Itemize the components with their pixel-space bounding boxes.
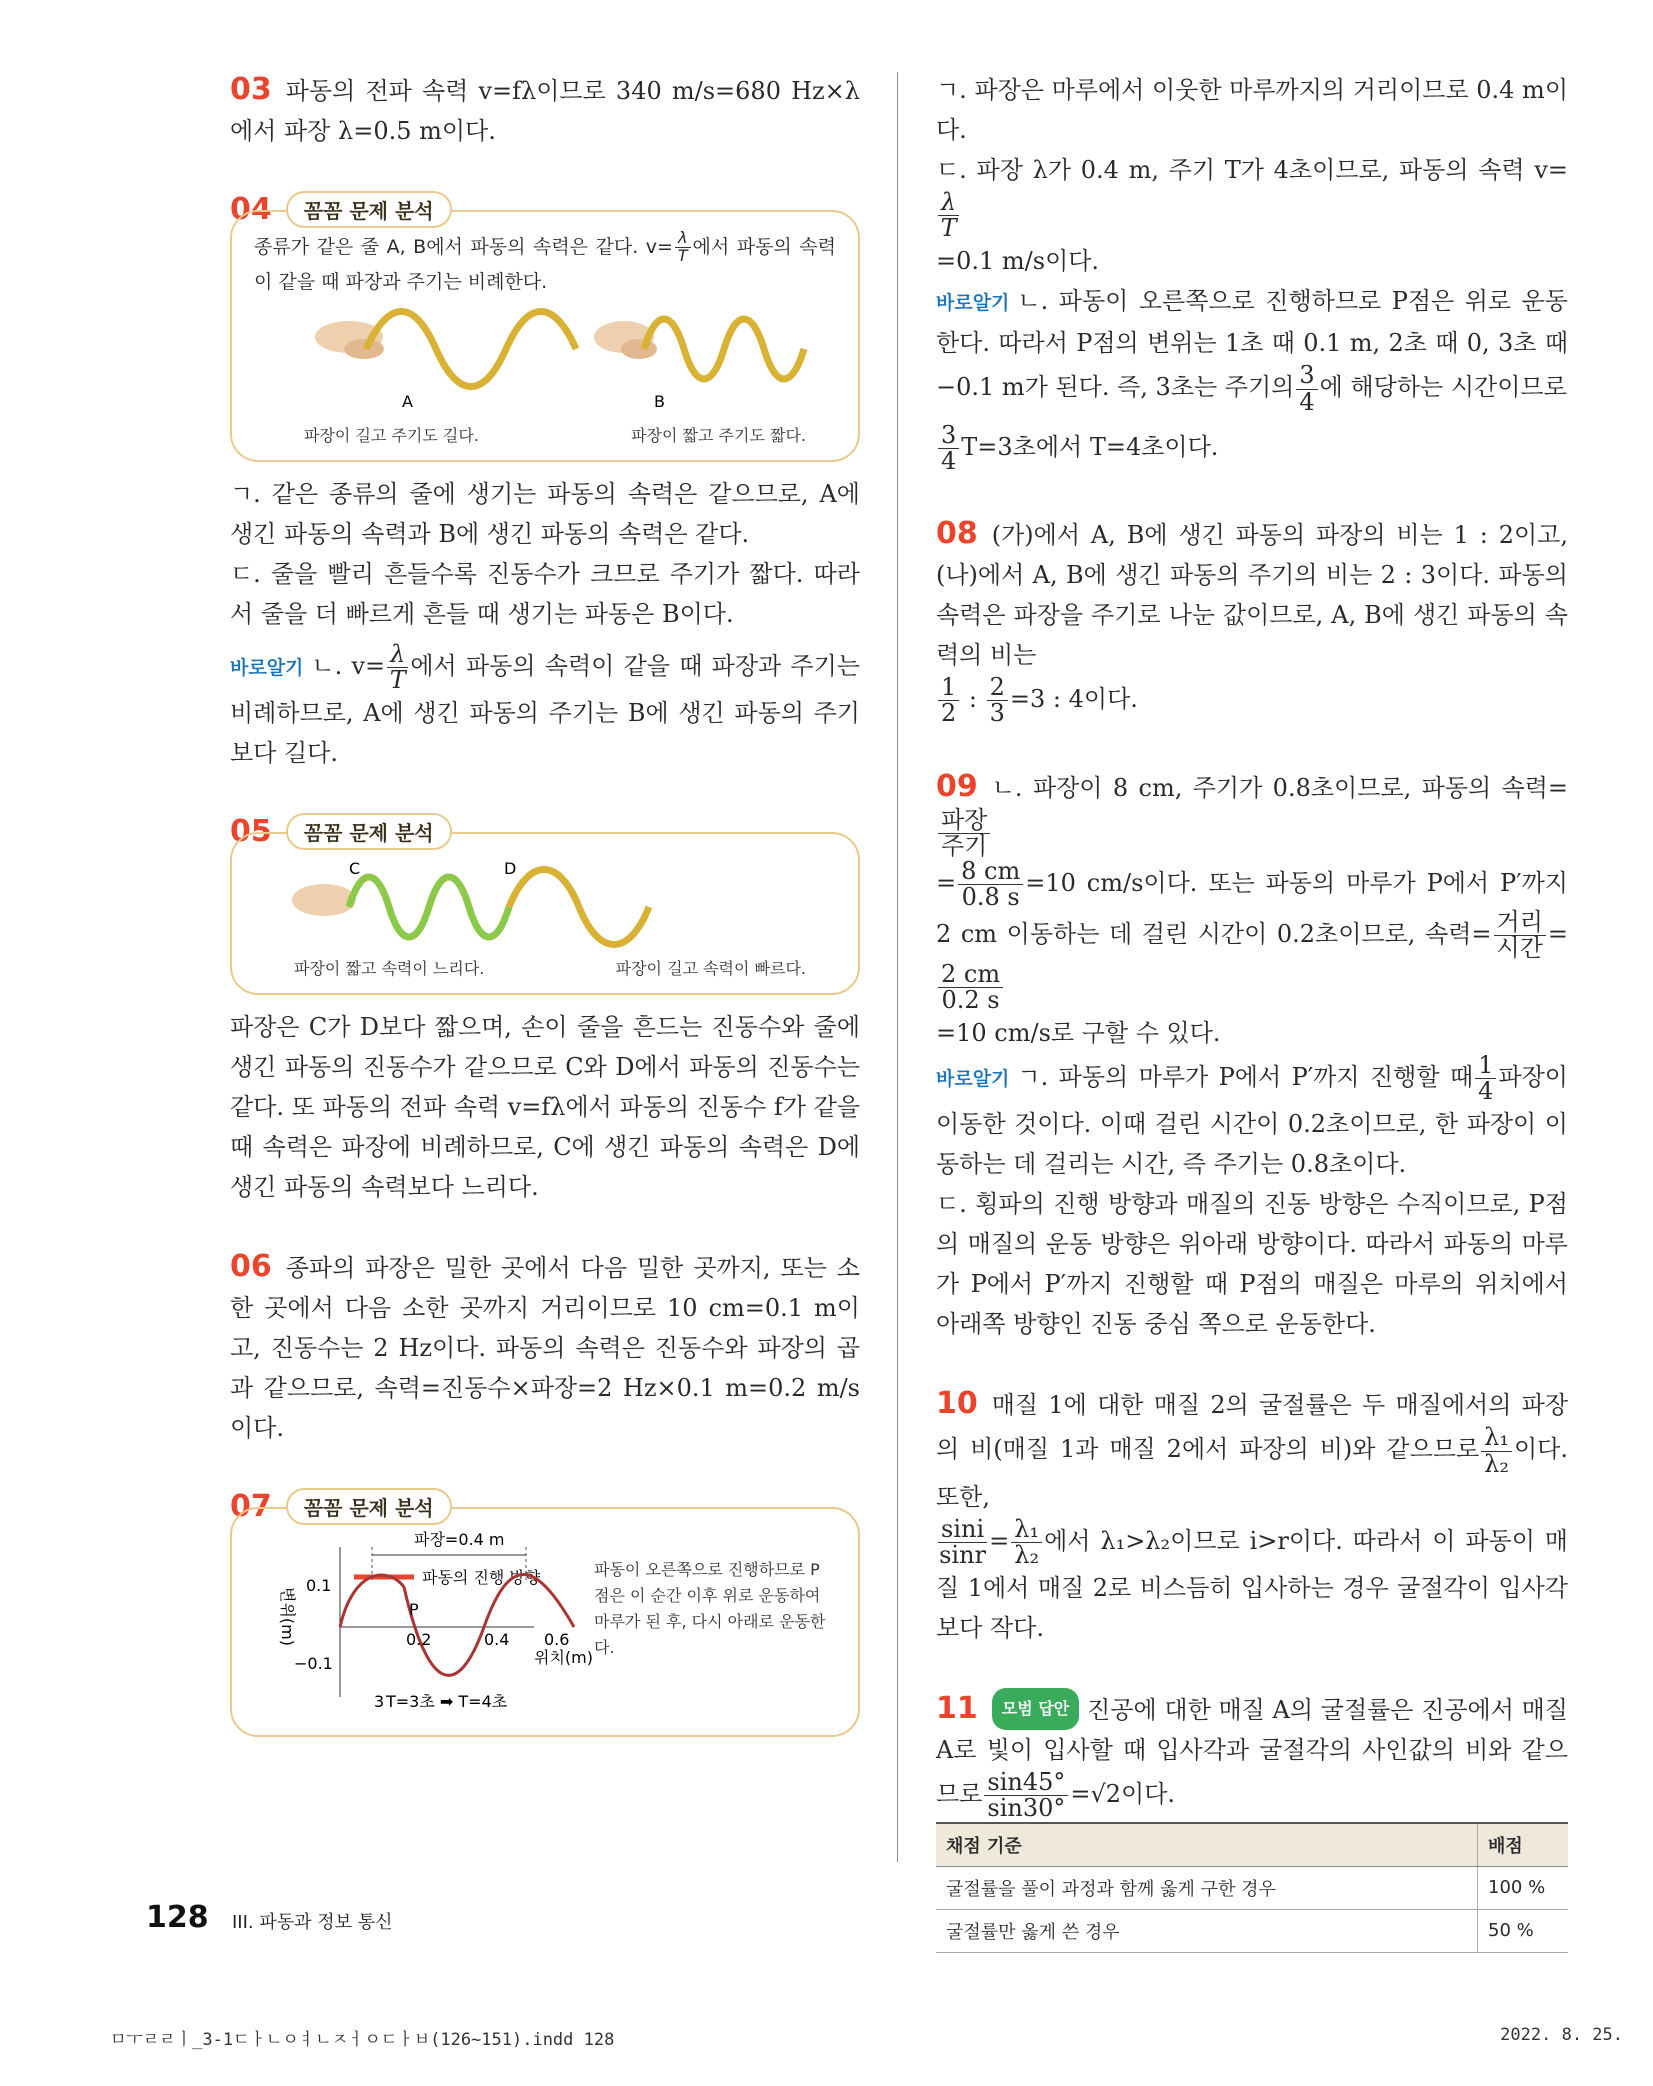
wave-graph: 변위(m) 파장=0.4 m 파동의 진행 방향 0.1 −0.1 0.2 0.4 0.6 위치(m) P 파동이 오른쪽으로 진행하므로 P점은 이 순간 이후 위로 운동하여 마루가 된 후, 다시 아래로 운동한다. 3 T=3초 ➡ T=4초 bbox=[278, 1530, 826, 1712]
rope-b bbox=[644, 319, 804, 379]
column-divider bbox=[897, 72, 898, 1862]
hand-c-icon bbox=[292, 884, 356, 916]
svg-text:3: 3 bbox=[374, 1692, 385, 1712]
caption-a: 파장이 길고 주기도 길다. bbox=[304, 425, 479, 445]
label-a: A bbox=[402, 391, 413, 411]
table-row: 굴절률을 풀이 과정과 함께 옳게 구한 경우 100 % bbox=[936, 1866, 1568, 1909]
rope-illustration-cd bbox=[254, 852, 834, 952]
analysis-box: C D 파장이 짧고 속력이 느리다. 파장이 길고 속력이 빠르다. bbox=[230, 832, 860, 995]
svg-text:0.4: 0.4 bbox=[484, 1630, 510, 1650]
scoring-table: 채점 기준 배점 굴절률을 풀이 과정과 함께 옳게 구한 경우 100 % 굴절률만 옳게 쓴 경우 50 % bbox=[936, 1822, 1568, 1953]
analysis-badge: 꼼꼼 문제 분석 bbox=[286, 1488, 452, 1525]
page-number: 128 bbox=[146, 1900, 209, 1935]
rope-a bbox=[366, 311, 576, 386]
svg-text:0.1: 0.1 bbox=[306, 1576, 332, 1596]
svg-text:C: C bbox=[349, 859, 361, 879]
analysis-box: 종류가 같은 줄 A, B에서 파동의 속력은 같다. v= $\frac{\lambda}{T}$ 에서 파동의 속력이 같을 때 파장과 주기는 비례한다. A B 파장이 길고 주기도 길다. 파장이 짧고 주기도 짧다. bbox=[230, 210, 860, 462]
q08: 08 (가)에서 A, B에 생긴 파동의 파장의 비는 1 : 2이고, (나)에서 A, B에 생긴 파동의 주기의 비는 2 : 3이다. 파동의 속력은 파장을 주기로 나눈 값이므로, A, B에 생긴 파동의 속력의 비는 bbox=[936, 516, 1568, 670]
rope-c bbox=[349, 877, 509, 937]
svg-text:파장=0.4 m: 파장=0.4 m bbox=[414, 1530, 505, 1550]
q04: 04 꼼꼼 문제 분석 종류가 같은 줄 A, B에서 파동의 속력은 같다. v= $\frac{\lambda}{T}$ 에서 파동의 속력이 같을 때 파장과 주기는 비례한다. A B 파장이 길고 주기도 길다. 파장이 짧고 주기도 짧다. ㄱ. 같은 종류의 줄에 생기는 파동의 속력은 같으므로, A에 생긴 파동의 속력과 B에 생긴 파동의 속력은 같다. ㄷ. 줄을 빨리 흔들수록 진동수가 크므로 주기가 짧다. 따라서 줄을 더 빠르게 흔들 때 생기는 파동은 B이다. 바로알기 ㄴ. v= $\frac{\lambda}{T}$ 에서 파동의 속력이 같을 때 파장과 주기는 비례하므로, A에 생긴 파동의 주기는 B에 생긴 파동의 주기보다 길다. bbox=[230, 192, 860, 768]
q10: 10 매질 1에 대한 매질 2의 굴절률은 두 매질에서의 파장의 비(매질 1과 매질 2에서 파장의 비)와 같으므로 $\frac{\text{λ₁}}{\text{λ₂}}$ 이다. 또한, $\frac{\sin i}{\sin r}$ = $\frac{\text{λ₁}}{\text{λ₂}}$ 에서 λ₁>λ₂이므로 i>r이다. 따라서 이 파동이 매질 1에서 매질 2로 비스듬히 입사하는 경우 굴절각이 입사각보다 작다. bbox=[936, 1386, 1568, 1643]
svg-text:P: P bbox=[409, 1600, 419, 1620]
analysis-badge: 꼼꼼 문제 분석 bbox=[286, 813, 452, 850]
q05: 05 꼼꼼 문제 분석 C D 파장이 짧고 속력이 느리다. 파장이 길고 속력이 빠르다. 파장은 C가 D보다 짧으며, 손이 줄을 흔드는 진동수와 줄에 생긴 파동의 진동수가 같으므로 C와 D에서 파동의 진동수는 같다. 또 파동의 전파 속력 v=fλ에서 파동의 진동수 f가 같을 때 속력은 파장에 비례하므로, C에 생긴 파동의 속력은 D에 생긴 파동의 속력보다 느리다. bbox=[230, 814, 860, 1202]
rope-d bbox=[509, 870, 649, 945]
svg-text:파동의 진행 방향: 파동의 진행 방향 bbox=[422, 1568, 541, 1588]
svg-text:변위(m): 변위(m) bbox=[278, 1587, 297, 1647]
q11: 11 모범 답안 진공에 대한 매질 A의 굴절률은 진공에서 매질 A로 빛이 입사할 때 입사각과 굴절각의 사인값의 비와 같으므로 $\frac{\sin 45^\circ}{\sin 30^\circ}$ =√2이다. 채점 기준 배점 굴절률을 풀이 과정과 함께 옳게 구한 경우 100 % 굴절률만 옳게 쓴 경우 50 % bbox=[936, 1688, 1568, 1952]
q07: 07 꼼꼼 문제 분석 변위(m) 파장=0.4 m 파동의 진행 방향 0.1 −0.1 0.2 0.4 0.6 위치(m) P 파동이 오른쪽으로 진행하므로 P점은 이 순간 이후 위로 운동하여 마루가 된 후, 다시 아래로 운동한다. 3 T=3초 ➡ T=4초 bbox=[230, 1488, 860, 1737]
svg-text:−0.1: −0.1 bbox=[294, 1654, 333, 1674]
q06: 06 종파의 파장은 밀한 곳에서 다음 밀한 곳까지, 또는 소한 곳에서 다음 소한 곳까지 거리이므로 10 cm=0.1 m이고, 진동수는 2 Hz이다. 파동의 속력은 진동수와 파장의 곱과 같으므로, 속력=진동수×파장=2 Hz×0.1 m=0.2 m/s이다. bbox=[230, 1249, 860, 1443]
right-column: ㄱ. 파장은 마루에서 이웃한 마루까지의 거리이므로 0.4 m이다. ㄷ. 파장 λ가 0.4 m, 주기 T가 4초이므로, 파동의 속력 v= $\frac{\lambda}{T}$ =0.1 m/s이다. 바로알기 ㄴ. 파동이 오른쪽으로 진행하므로 P점은 위로 운동한다. 따라서 P점의 변위는 1초 때 0.1 m, 2초 때 0, 3초 때 −0.1 m가 된다. 즉, 3초는 주기의 $\frac{3}{4}$ 에 해당하는 시간이므로 $\frac{3}{4}$ T=3초에서 T=4초이다. 08 (가)에서 A, B에 생긴 파동의 파장의 비는 1 : 2이고, (나)에서 A, B에 생긴 파동의 주기의 비는 2 : 3이다. 파동의 속력은 파장을 주기로 나눈 값이므로, A, B에 생긴 파동의 속력의 비는 $\frac{1}{2}$ : $\frac{2}{3}$ =3 : 4이다. 09 ㄴ. 파장이 8 cm, 주기가 0.8초이므로, 파동의 속력= $\frac{\text{파장}}{\text{주기}}$ = $\frac{8 cm}{0.8 s}$ =10 cm/s이다. 또는 파동의 마루가 P에서 P′까지 2 cm 이동하는 데 걸린 시간이 0.2초이므로, 속력= $\frac{\text{거리}}{\text{시간}}$ = $\frac{2 cm}{0.2 s}$ =10 cm/s로 구할 수 있다. 바로알기 ㄱ. 파동의 마루가 P에서 P′까지 진행할 때 $\frac{1}{4}$ 파장이 이동한 것이다. 이때 걸린 시간이 0.2초이므로, 한 파장이 이동하는 데 걸리는 시간, 즉 주기는 0.8초이다. ㄷ. 횡파의 진행 방향과 매질의 진동 방향은 수직이므로, P점의 매질의 운동 방향은 위아래 방향이다. 따라서 파동의 마루가 P에서 P′까지 진행할 때 P점의 매질은 마루의 위치에서 아래쪽 방향인 진동 중심 쪽으로 운동한다. 10 매질 1에 대한 매질 2의 굴절률은 두 매질에서의 파장의 비(매질 1과 매질 2에서 파장의 비)와 같으므로 $\frac{\text{λ₁}}{\text{λ₂}}$ 이다. 또한, $\frac{\sin i}{\sin r}$ = $\frac{\text{λ₁}}{\text{λ₂}}$ 에서 λ₁>λ₂이므로 i>r이다. 따라서 이 파동이 매질 1에서 매질 2로 비스듬히 입사하는 경우 굴절각이 입사각보다 작다. 11 모범 답안 진공에 대한 매질 A의 굴절률은 진공에서 매질 A로 빛이 입사할 때 입사각과 굴절각의 사인값의 비와 같으므로 $\frac{\sin 45^\circ}{\sin 30^\circ}$ =√2이다. 채점 기준 배점 굴절률을 풀이 과정과 함께 옳게 구한 경우 100 % 굴절률만 옳게 쓴 경우 50 % bbox=[936, 70, 1568, 1953]
analysis-box bbox=[230, 1507, 860, 1737]
label-b: B bbox=[654, 391, 665, 411]
svg-text:T=3초 ➡ T=4초: T=3초 ➡ T=4초 bbox=[386, 1692, 508, 1712]
left-column bbox=[230, 70, 860, 1737]
q09: 09 ㄴ. 파장이 8 cm, 주기가 0.8초이므로, 파동의 속력= $\frac{\text{파장}}{\text{주기}}$ = $\frac{8 cm}{0.8 s}$ =10 cm/s이다. 또는 파동의 마루가 P에서 P′까지 2 cm 이동하는 데 걸린 시간이 0.2초이므로, 속력= $\frac{\text{거리}}{\text{시간}}$ = $\frac{2 cm}{0.2 s}$ =10 cm/s로 구할 수 있다. 바로알기 ㄱ. 파동의 마루가 P에서 P′까지 진행할 때 $\frac{1}{4}$ 파장이 이동한 것이다. 이때 걸린 시간이 0.2초이므로, 한 파장이 이동하는 데 걸리는 시간, 즉 주기는 0.8초이다. ㄷ. 횡파의 진행 방향과 매질의 진동 방향은 수직이므로, P점의 매질의 운동 방향은 위아래 방향이다. 따라서 파동의 마루가 P에서 P′까지 진행할 때 P점의 매질은 마루의 위치에서 아래쪽 방향인 진동 중심 쪽으로 운동한다. bbox=[936, 768, 1568, 1339]
svg-text:위치(m): 위치(m) bbox=[534, 1648, 593, 1668]
svg-text:D: D bbox=[504, 859, 517, 879]
table-row: 굴절률만 옳게 쓴 경우 50 % bbox=[936, 1909, 1568, 1952]
file-slug: ㅁㅜㄹㄹㅣ_3-1ㄷㅏㄴㅇㅕㄴㅈㅓㅇㄷㅏㅂ(126~151).indd 128 bbox=[110, 2030, 615, 2050]
print-date: 2022. 8. 25. bbox=[1500, 2025, 1623, 2045]
q03: 03 파동의 전파 속력 v=fλ이므로 340 m/s=680 Hz×λ에서 파장 λ=0.5 m이다. bbox=[230, 72, 860, 145]
svg-text:0.2: 0.2 bbox=[406, 1630, 432, 1650]
chapter-title: III. 파동과 정보 통신 bbox=[232, 1912, 393, 1933]
analysis-badge: 꼼꼼 문제 분석 bbox=[286, 191, 452, 228]
rope-illustration-ab bbox=[254, 299, 834, 419]
caption-b: 파장이 짧고 주기도 짧다. bbox=[631, 425, 806, 445]
svg-text:0.6: 0.6 bbox=[544, 1630, 570, 1650]
